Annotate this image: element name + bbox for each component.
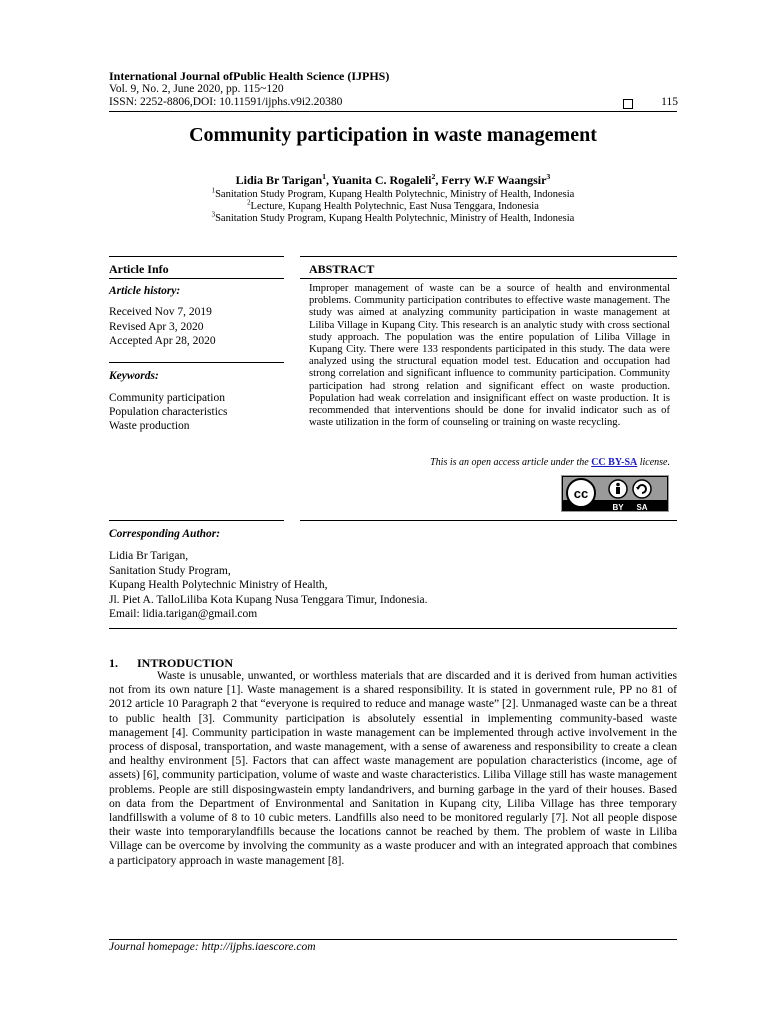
corresponding-heading: Corresponding Author:: [109, 528, 221, 540]
article-info-heading: Article Info: [109, 262, 169, 276]
abstract-heading-rule: [300, 278, 677, 279]
corr-name: Lidia Br Tarigan,: [109, 550, 189, 562]
info-heading-rule: [109, 278, 284, 279]
license-suffix: license.: [639, 457, 670, 468]
affiliation-sup: 2: [247, 199, 251, 207]
abstract-top-rule: [300, 256, 677, 257]
author-name: Lidia Br Tarigan: [235, 173, 323, 187]
cc-icon-text: cc: [573, 486, 589, 501]
section-rule: [109, 628, 677, 629]
corr-program: Sanitation Study Program,: [109, 564, 231, 577]
by-label: BY: [612, 503, 624, 512]
volume-line: Vol. 9, No. 2, June 2020, pp. 115~120: [109, 83, 284, 95]
info-bottom-rule: [109, 520, 284, 521]
author-name: Yuanita C. Rogaleli: [331, 173, 432, 187]
abstract-text: Improper management of waste can be a source of health and environmental problems. Community participation contributes to effective waste management. The study was aimed at analyzing community participation in waste management at Liliba Village in Kupang City. This research is an analytic study with cross sectional study approach. The population was the entire population of Liliba Village in Kupang City. There were 133 respondents participated in this study. The data were analyzed using the structural equation model test. Education and occupation had strong correlation and significant influence to community participation. Community participation had strong relation and significant effect on waste production. Population had weak correlation and insignificant effect on waste production. It is recommended that interventions should be done for invalid indicator such as of waste utilization in the form of counseling or training on waste recycling.: [309, 283, 670, 429]
affiliation-sup: 3: [211, 211, 216, 219]
license-link[interactable]: CC BY-SA: [591, 457, 638, 468]
keyword-item: Community participation: [109, 392, 225, 404]
affiliation-1: [0, 189, 768, 200]
footer-rule: [109, 939, 677, 940]
affiliation-3: [0, 213, 768, 224]
affiliation-text: Lecture, Kupang Health Polytechnic, East Nusa Tenggara, Indonesia: [250, 201, 539, 212]
section-title: INTRODUCTION: [137, 656, 234, 670]
paper-title: Community participation in waste management: [189, 124, 597, 146]
history-accepted: Accepted Apr 28, 2020: [109, 335, 216, 347]
abstract-heading: ABSTRACT: [309, 262, 375, 276]
corr-institution: Kupang Health Polytechnic Ministry of Health,: [109, 579, 328, 591]
keyword-item: Waste production: [109, 420, 190, 432]
article-history-heading: Article history:: [109, 285, 181, 297]
page-number: 115: [661, 96, 678, 108]
author-sup: 3: [546, 172, 551, 181]
corr-email: Email: lidia.tarigan@gmail.com: [109, 608, 258, 620]
info-top-rule: [109, 256, 284, 257]
author-sup: 1: [322, 172, 327, 181]
author-name: Ferry W.F Waangsir: [441, 173, 547, 187]
affiliation-text: Sanitation Study Program, Kupang Health Polytechnic, Ministry of Health, Indonesia: [215, 213, 575, 224]
journal-homepage: Journal homepage: http://ijphs.iaescore.com: [109, 941, 316, 953]
abstract-bottom-rule: [300, 520, 677, 521]
license-statement: [300, 457, 670, 468]
license-prefix: This is an open access article under the: [430, 457, 589, 468]
author-sup: 2: [431, 172, 436, 181]
issn-line: ISSN: 2252-8806,DOI: 10.11591/ijphs.v9i2.20380: [109, 96, 343, 108]
corr-address: Jl. Piet A. TalloLiliba Kota Kupang Nusa Tenggara Timur, Indonesia.: [109, 593, 428, 606]
affiliation-text: Sanitation Study Program, Kupang Health Polytechnic, Ministry of Health, Indonesia: [215, 189, 575, 200]
info-mid-rule: [109, 362, 284, 363]
cc-by-sa-badge[interactable]: [561, 475, 669, 512]
header-rule: [109, 111, 677, 112]
cc-badge-graphic: [562, 476, 670, 513]
introduction-paragraph: [109, 669, 677, 868]
sa-label: SA: [636, 503, 648, 512]
history-revised: Revised Apr 3, 2020: [109, 321, 204, 333]
keyword-item: Population characteristics: [109, 406, 228, 418]
section-number: 1.: [109, 656, 118, 670]
affiliation-sup: 1: [211, 187, 216, 195]
introduction-text: Waste is unusable, unwanted, or worthless materials that are discarded and it is derived from human activities not from its own nature [1]. Waste management is a shared responsibility. It is stated in government rule, PP no 81 of 2012 article 10 Paragraph 2 that “everyone is required to reduce and manage waste” [2]. Unmanaged waste can be a threat to public health [3]. Community participation is absolutely essential in implementing community-based waste management [4]. Community participation in waste management can be implemented through active involvement in the process of disposal, transportation, and waste management, with a sense of awareness and responsibility to create a clean and healthy environment [5]. Factors that can affect waste management are population characteristics (income, age of assets) [6], community participation, volume of waste and waste characteristics. Liliba Village still has waste management problems. People are still disposingwastein empty landandrivers, and burning garbage in the yard of their houses. Based on data from the Department of Environmental and Sanitation in Kupang city, Liliba Village has three temporary landfillswith a volume of 8 to 10 cubic meters. Landfills also need to be monitored regularly [7]. Not all people dispose their waste into temporarylandfills because the locations cannot be reached by them. The problem of waste in Liliba Village can be overcome by involving the community as a waste producer and with an integrated approach that combines a participatory approach in waste management [8].: [109, 669, 677, 867]
corresponding-block: [109, 549, 428, 622]
journal-name: International Journal ofPublic Health Science (IJPHS): [109, 69, 390, 83]
sa-share-icon: [633, 480, 651, 498]
keywords-heading: Keywords:: [109, 370, 159, 382]
affiliation-2: [0, 201, 768, 212]
history-received: Received Nov 7, 2019: [109, 306, 212, 318]
square-icon: [623, 99, 633, 109]
author-list: Lidia Br Tarigan$^1$, Yuanita C. Rogaleli$^2$, Ferry W.F Waangsir$^3$: [235, 172, 551, 187]
